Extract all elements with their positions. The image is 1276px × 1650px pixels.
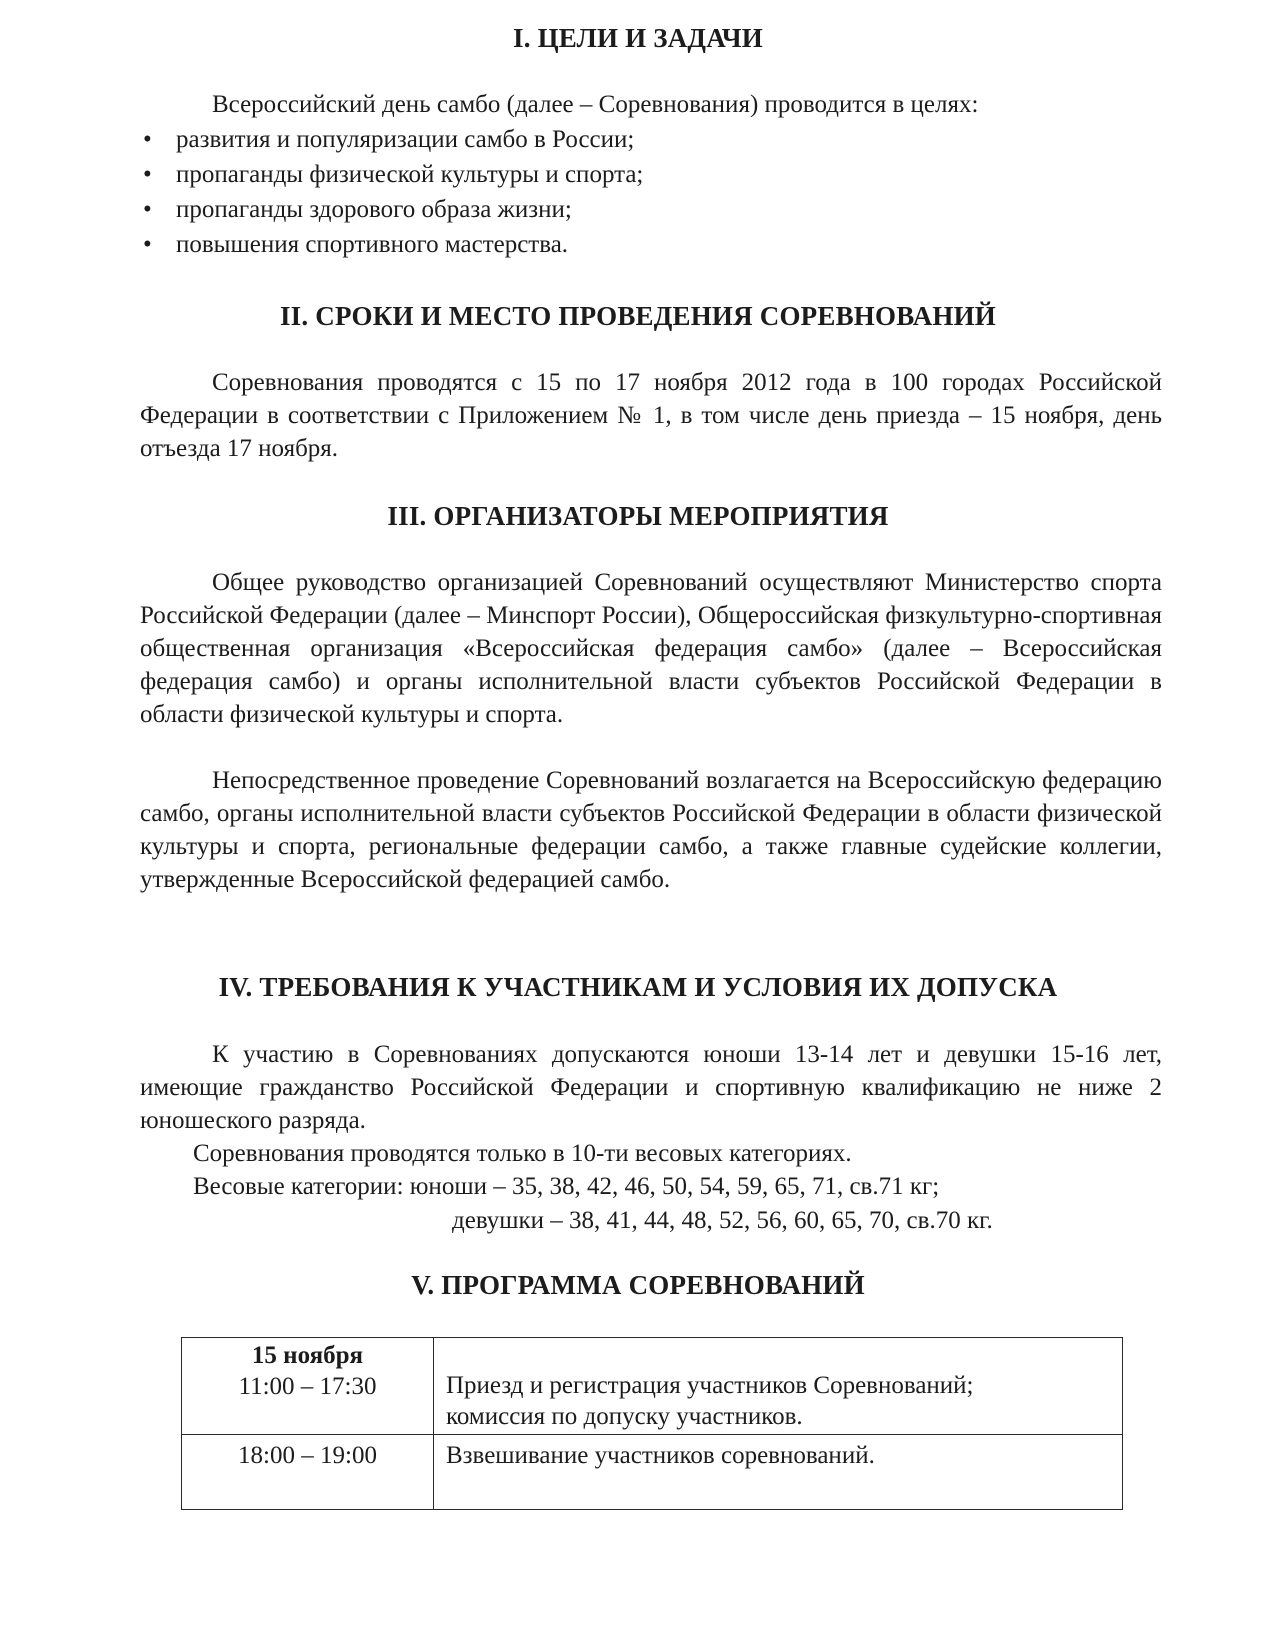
program-time: 18:00 – 19:00 bbox=[238, 1442, 377, 1469]
weight-categories-girls: девушки – 38, 41, 44, 48, 52, 56, 60, 65, 70, св.70 кг. bbox=[452, 1207, 993, 1234]
bullet-icon: • bbox=[143, 161, 152, 188]
section-4-paragraph-1: К участию в Соревнованиях допускаются юноши 13-14 лет и девушки 15-16 лет, имеющие гражданство Российской Федерации и спортивную квалификацию не ниже 2 юношеского разряда. bbox=[140, 1041, 1162, 1134]
section-3-paragraph-1: Общее руководство организацией Соревнований осуществляют Министерство спорта Российской Федерации (далее – Минспорт России), Общероссийская физкультурно-спортивная общественная организация «Всероссийская федерация самбо» (далее – Всероссийская федерация самбо) и органы исполнительной власти субъектов Российской Федерации в области физической культуры и спорта. bbox=[140, 569, 1162, 728]
section-4-heading: IV. ТРЕБОВАНИЯ К УЧАСТНИКАМ И УСЛОВИЯ ИХ ДОПУСКА bbox=[218, 972, 1058, 1002]
bullet-icon: • bbox=[143, 126, 152, 153]
table-row bbox=[182, 1338, 1123, 1435]
section-5-heading: V. ПРОГРАММА СОРЕВНОВАНИЙ bbox=[411, 1270, 865, 1300]
table-row bbox=[182, 1435, 1123, 1510]
section-3-paragraph-2: Непосредственное проведение Соревнований возлагается на Всероссийскую федерацию самбо, органы исполнительной власти субъектов Российской Федерации в области физической культуры и спорта, региональные федерации самбо, а также главные судейские коллегии, утвержденные Всероссийской федерацией самбо. bbox=[140, 767, 1162, 893]
program-date: 15 ноября bbox=[251, 1342, 364, 1369]
section-2-heading: II. СРОКИ И МЕСТО ПРОВЕДЕНИЯ СОРЕВНОВАНИЙ bbox=[279, 301, 997, 331]
weight-categories-boys: Весовые категории: юноши – 35, 38, 42, 46, 50, 54, 59, 65, 71, св.71 кг; bbox=[193, 1173, 940, 1200]
section-2-paragraph: Соревнования проводятся с 15 по 17 ноября 2012 года в 100 городах Российской Федерации в соответствии с Приложением № 1, в том числе день приезда – 15 ноября, день отъезда 17 ноября. bbox=[140, 369, 1162, 462]
table-cell-description bbox=[434, 1435, 1123, 1510]
list-item: • развития и популяризации самбо в России; bbox=[140, 122, 643, 157]
list-item: • повышения спортивного мастерства. bbox=[140, 227, 643, 262]
table-cell-description bbox=[434, 1338, 1123, 1435]
section-1-goals-list bbox=[140, 122, 643, 262]
program-time: 11:00 – 17:30 bbox=[238, 1373, 377, 1400]
program-description-line: комиссия по допуску участников. bbox=[446, 1403, 803, 1430]
table-cell-time bbox=[182, 1338, 434, 1435]
bullet-icon: • bbox=[143, 196, 152, 223]
table-cell-time bbox=[182, 1435, 434, 1510]
program-description-line: Взвешивание участников соревнований. bbox=[446, 1442, 875, 1469]
section-4-paragraph-2: Соревнования проводятся только в 10-ти весовых категориях. bbox=[193, 1140, 852, 1167]
bullet-icon: • bbox=[143, 231, 152, 258]
list-item: • пропаганды здорового образа жизни; bbox=[140, 192, 643, 227]
section-1-heading: I. ЦЕЛИ И ЗАДАЧИ bbox=[512, 23, 764, 53]
section-1-intro: Всероссийский день самбо (далее – Соревнования) проводится в целях: bbox=[212, 91, 979, 118]
section-3-heading: III. ОРГАНИЗАТОРЫ МЕРОПРИЯТИЯ bbox=[387, 501, 889, 531]
list-item: • пропаганды физической культуры и спорта; bbox=[140, 157, 643, 192]
program-description-line: Приезд и регистрация участников Соревнований; bbox=[446, 1372, 974, 1399]
program-table bbox=[181, 1337, 1123, 1510]
